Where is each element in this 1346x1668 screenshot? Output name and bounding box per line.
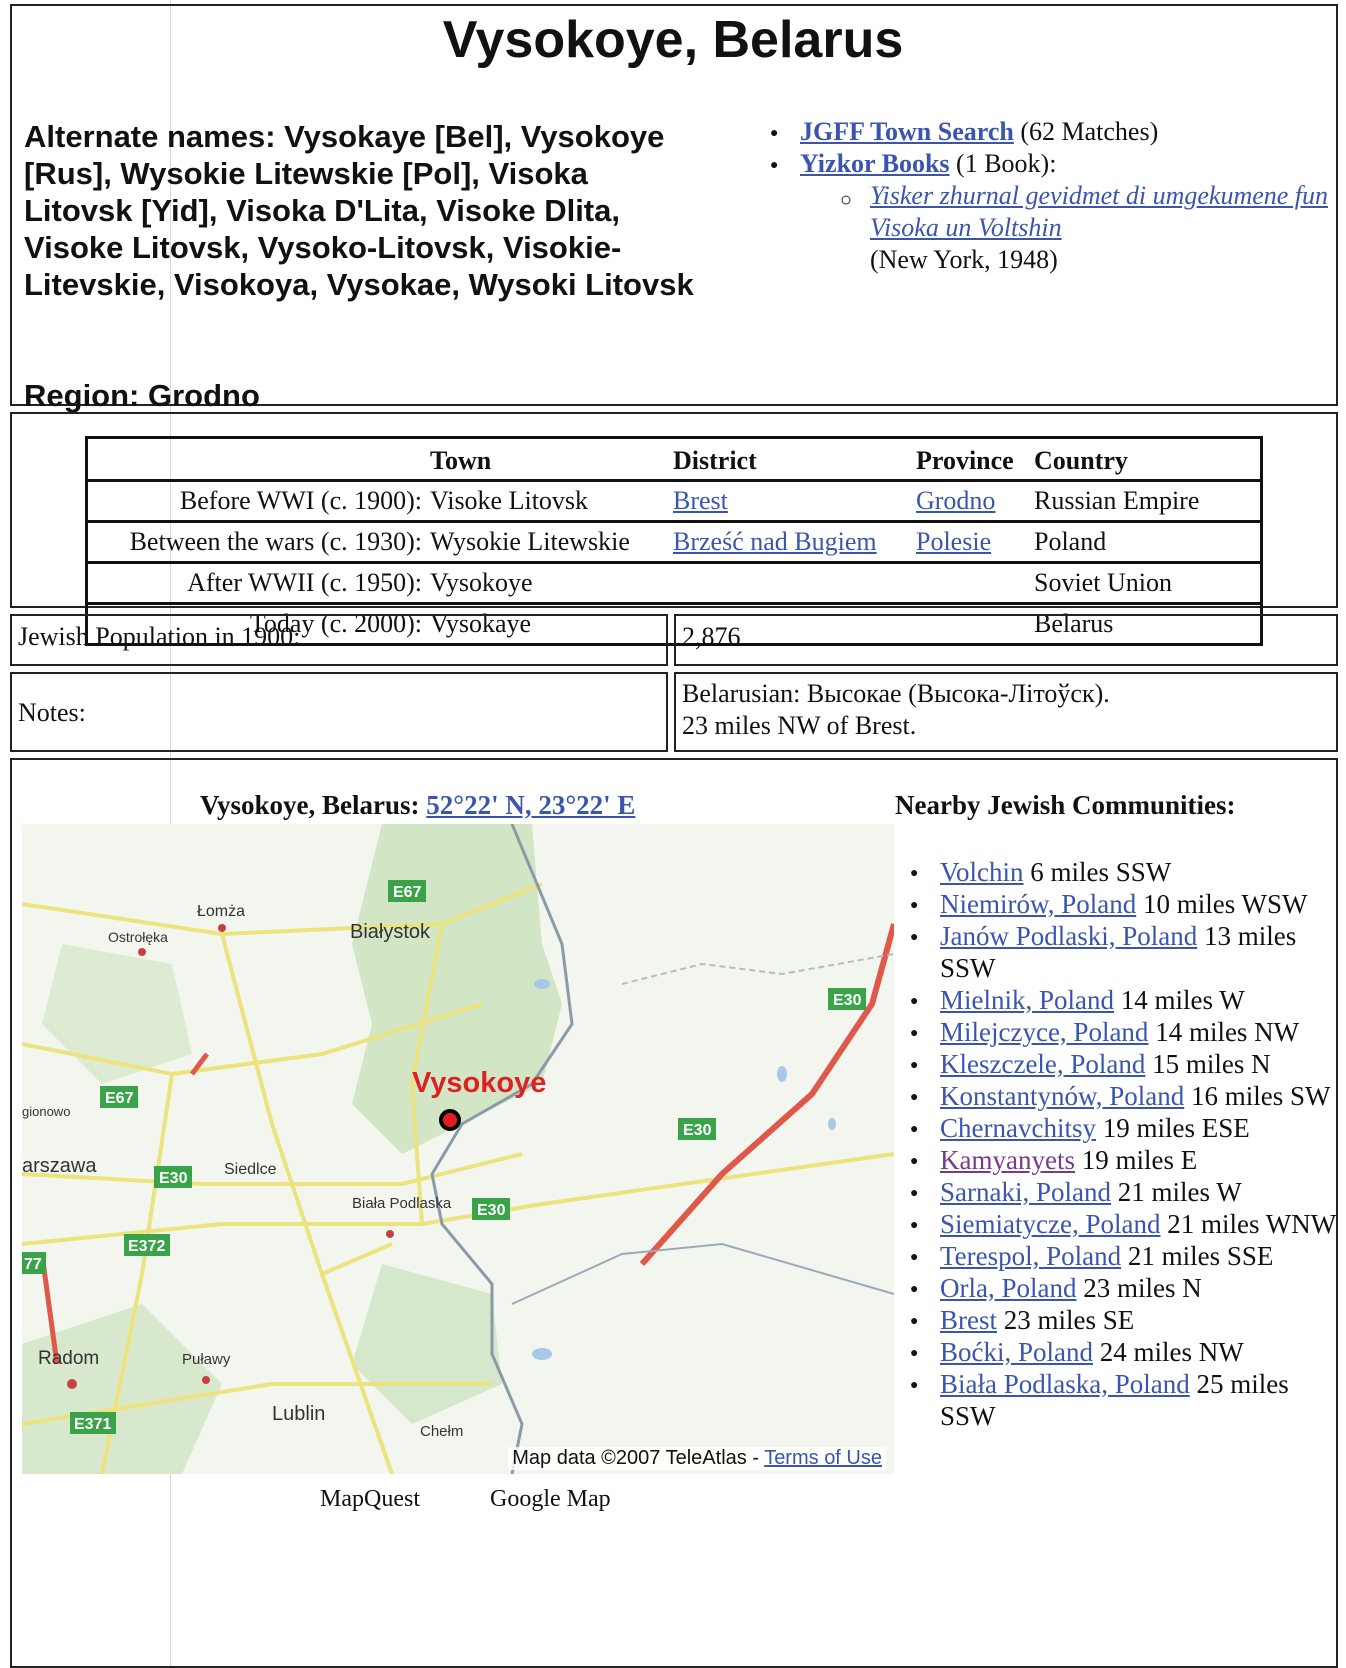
nearby-title: Nearby Jewish Communities: xyxy=(895,790,1236,820)
nearby-item xyxy=(940,1080,1340,1112)
map-marker-label: Vysokoye xyxy=(412,1067,547,1099)
alternate-names: Alternate names: Vysokaye [Bel], Vysokoye [Rus], Wysokie Litewskie [Pol], Visoka Litovsk [Yid], Visoka D'Lita, Visoke Dlita, Visoke Litovsk, Vysoko-Litovsk, Visokie-Litevskie, Visokoya, Vysokae, Wysoki Litovsk xyxy=(24,119,694,302)
nearby-distance: 24 miles NW xyxy=(1093,1337,1244,1367)
map-marker-icon[interactable] xyxy=(441,1111,459,1129)
jgff-count: (62 Matches) xyxy=(1020,117,1159,146)
nearby-town-link[interactable]: Chernavchitsy xyxy=(940,1113,1096,1143)
nearby-item xyxy=(940,1272,1340,1304)
svg-text:E372: E372 xyxy=(128,1238,166,1255)
nearby-item xyxy=(940,1176,1340,1208)
nearby-town-link[interactable]: Mielnik, Poland xyxy=(940,985,1114,1015)
nearby-item xyxy=(940,1112,1340,1144)
yizkor-item xyxy=(770,148,1330,180)
history-row xyxy=(87,522,1262,563)
map-place: gionowo xyxy=(22,1104,71,1119)
notes-value-cell xyxy=(674,672,1338,752)
map-place: arszawa xyxy=(22,1155,97,1177)
svg-text:E30: E30 xyxy=(159,1170,188,1187)
circle-bullet-icon: ○ xyxy=(840,189,853,211)
nearby-town-link[interactable]: Boćki, Poland xyxy=(940,1337,1093,1367)
map-credit xyxy=(508,1447,886,1470)
nearby-item xyxy=(940,1368,1340,1432)
jgff-item xyxy=(770,116,1330,148)
nearby-item xyxy=(940,888,1340,920)
nearby-item xyxy=(940,1304,1340,1336)
nearby-town-link[interactable]: Niemirów, Poland xyxy=(940,889,1137,919)
nearby-distance: 14 miles NW xyxy=(1148,1017,1300,1047)
history-province-link[interactable]: Grodno xyxy=(916,486,996,515)
nearby-item xyxy=(940,984,1340,1016)
coordinates-link[interactable]: 52°22' N, 23°22' E xyxy=(426,790,636,820)
history-country: Russian Empire xyxy=(1030,481,1262,522)
nearby-list xyxy=(940,856,1340,1432)
nearby-distance: 15 miles N xyxy=(1145,1049,1271,1079)
history-era: Between the wars (c. 1930): xyxy=(87,522,427,563)
history-era: Before WWI (c. 1900): xyxy=(87,481,427,522)
history-header-country: Country xyxy=(1034,446,1128,475)
book-note: (New York, 1948) xyxy=(870,245,1058,274)
yizkor-link[interactable]: Yizkor Books xyxy=(800,149,950,178)
nearby-distance: 23 miles SE xyxy=(997,1305,1135,1335)
nearby-item xyxy=(940,1208,1340,1240)
svg-text:E30: E30 xyxy=(683,1122,712,1139)
population-value-cell xyxy=(674,614,1338,666)
map-place: Siedlce xyxy=(224,1161,277,1178)
population-label: Jewish Population in 1900: xyxy=(18,622,301,651)
nearby-town-link[interactable]: Biała Podlaska, Poland xyxy=(940,1369,1190,1399)
history-header-row xyxy=(87,438,1262,481)
history-town: Visoke Litovsk xyxy=(426,481,669,522)
nearby-town-link[interactable]: Volchin xyxy=(940,857,1024,887)
history-row xyxy=(87,481,1262,522)
nearby-distance: 16 miles SW xyxy=(1184,1081,1331,1111)
svg-text:E67: E67 xyxy=(105,1090,134,1107)
nearby-distance: 21 miles W xyxy=(1110,1177,1242,1207)
google-map-link[interactable]: Google Map xyxy=(490,1486,611,1512)
nearby-town-link[interactable]: Janów Podlaski, Poland xyxy=(940,921,1198,951)
notes-label: Notes: xyxy=(18,698,86,727)
map-place: Chełm xyxy=(420,1423,464,1440)
history-header-province: Province xyxy=(916,446,1014,475)
mapquest-link[interactable]: MapQuest xyxy=(320,1486,420,1512)
map-canvas xyxy=(22,824,894,1474)
map-place: Radom xyxy=(38,1348,100,1369)
history-header-era xyxy=(87,438,427,481)
history-era: After WWII (c. 1950): xyxy=(87,563,427,604)
history-town: Wysokie Litewskie xyxy=(426,522,669,563)
nearby-distance: 6 miles SSW xyxy=(1023,857,1172,887)
nearby-town-link[interactable]: Sarnaki, Poland xyxy=(940,1177,1111,1207)
svg-text:E30: E30 xyxy=(477,1202,506,1219)
nearby-town-link[interactable]: Terespol, Poland xyxy=(940,1241,1122,1271)
history-district-link[interactable]: Brest xyxy=(673,486,728,515)
svg-text:E371: E371 xyxy=(74,1416,112,1433)
nearby-item xyxy=(940,856,1340,888)
book-link[interactable]: Yisker zhurnal gevidmet di umgekumene fun Visoka un Voltshin xyxy=(870,181,1329,242)
map-place: Lublin xyxy=(272,1403,326,1425)
region: Region: Grodno xyxy=(24,378,260,413)
nearby-item xyxy=(940,920,1340,984)
nearby-distance: 14 miles W xyxy=(1114,985,1245,1015)
nearby-distance: 10 miles WSW xyxy=(1136,889,1308,919)
nearby-town-link[interactable]: Kamyanyets xyxy=(940,1145,1075,1175)
map-heading xyxy=(200,790,635,821)
svg-text:E67: E67 xyxy=(393,884,422,901)
notes-line-1: Belarusian: Высокае (Высока-Літоўск). xyxy=(682,679,1110,708)
map-credit-text: Map data ©2007 TeleAtlas - xyxy=(512,1447,759,1469)
nearby-town-link[interactable]: Brest xyxy=(940,1305,997,1335)
map-place: Łomża xyxy=(197,903,246,920)
history-row xyxy=(87,563,1262,604)
nearby-item xyxy=(940,1144,1340,1176)
jgff-link[interactable]: JGFF Town Search xyxy=(800,117,1014,146)
svg-text:E30: E30 xyxy=(833,992,862,1009)
nearby-town-link[interactable]: Konstantynów, Poland xyxy=(940,1081,1185,1111)
history-header-town: Town xyxy=(430,446,492,475)
nearby-town-link[interactable]: Milejczyce, Poland xyxy=(940,1017,1149,1047)
history-country: Belarus xyxy=(1030,604,1262,645)
map-place: Ostrołęka xyxy=(108,929,168,945)
nearby-town-link[interactable]: Siemiatycze, Poland xyxy=(940,1209,1161,1239)
nearby-distance: 13 miles SSW xyxy=(940,921,1297,983)
nearby-item xyxy=(940,1336,1340,1368)
nearby-distance: 21 miles SSE xyxy=(1121,1241,1274,1271)
history-district-link[interactable]: Brześć nad Bugiem xyxy=(673,527,877,556)
population-value: 2,876 xyxy=(682,622,741,651)
notes-label-cell xyxy=(10,672,668,752)
notes-line-2: 23 miles NW of Brest. xyxy=(682,711,917,740)
map-place: Biała Podlaska xyxy=(352,1195,452,1212)
history-province-link[interactable]: Polesie xyxy=(916,527,992,556)
yizkor-count: (1 Book): xyxy=(956,149,1057,178)
svg-text:77: 77 xyxy=(24,1256,42,1273)
nearby-distance: 23 miles N xyxy=(1076,1273,1202,1303)
nearby-item xyxy=(940,1016,1340,1048)
nearby-distance: 19 miles ESE xyxy=(1095,1113,1250,1143)
book-item xyxy=(770,180,1330,276)
history-town: Vysokaye xyxy=(426,604,669,645)
nearby-distance: 25 miles SSW xyxy=(940,1369,1289,1431)
map-place: Białystok xyxy=(350,921,431,943)
nearby-distance: 21 miles WNW xyxy=(1160,1209,1337,1239)
map-heading-town: Vysokoye, Belarus: xyxy=(200,790,420,820)
history-country: Soviet Union xyxy=(1030,563,1262,604)
nearby-town-link[interactable]: Orla, Poland xyxy=(940,1273,1077,1303)
page-title: Vysokoye, Belarus xyxy=(442,11,904,69)
history-header-district: District xyxy=(673,446,757,475)
nearby-item xyxy=(940,1048,1340,1080)
terms-of-use-link[interactable]: Terms of Use xyxy=(764,1447,882,1469)
history-province xyxy=(912,563,1030,604)
nearby-item xyxy=(940,1240,1340,1272)
map-view[interactable] xyxy=(22,824,894,1474)
nearby-distance: 19 miles E xyxy=(1074,1145,1198,1175)
map-place: Puławy xyxy=(182,1351,231,1368)
resource-links xyxy=(770,116,1330,276)
history-town: Vysokoye xyxy=(426,563,669,604)
history-era: Today (c. 2000): xyxy=(87,604,427,645)
population-label-cell xyxy=(10,614,668,666)
history-country: Poland xyxy=(1030,522,1262,563)
history-district xyxy=(669,563,912,604)
nearby-town-link[interactable]: Kleszczele, Poland xyxy=(940,1049,1146,1079)
